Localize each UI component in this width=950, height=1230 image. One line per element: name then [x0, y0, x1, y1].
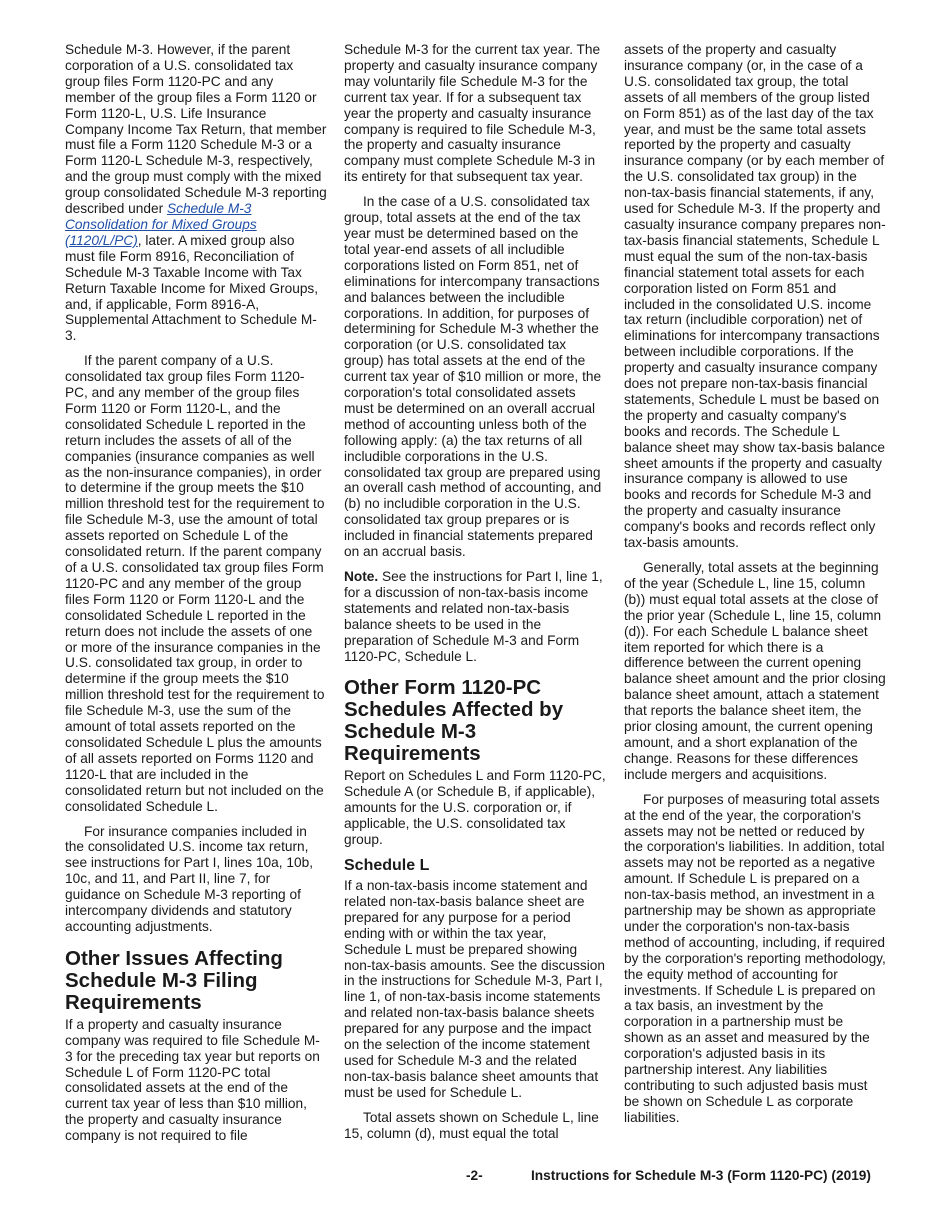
column-left [65, 42, 327, 1153]
paragraph: Generally, total assets at the beginning of the year (Schedule L, line 15, column (b)) must equal total assets at the close of the prior year (Schedule L, line 15, column (d)). For each Schedule L balance sheet item reported for which there is a difference between the current opening balance sheet amount and the prior closing balance sheet amount, attach a statement that reports the balance sheet item, the prior closing amount, the current opening amount, and a short explanation of the change. Reasons for these differences include mergers and acquisitions. [624, 560, 886, 782]
paragraph-text: Schedule M-3. However, if the parent corporation of a U.S. consolidated tax group files Form 1120-PC and any member of the group files a Form 1120 or Form 1120-L, U.S. Life Insurance Company Income Tax Return, that member must file a Form 1120 Schedule M-3 or a Form 1120-L Schedule M-3, respectively, and the group must comply with the mixed group consolidated Schedule M-3 reporting described under [65, 42, 327, 217]
heading-schedule-l: Schedule L [344, 856, 430, 874]
paragraph: In the case of a U.S. consolidated tax group, total assets at the end of the tax year must be determined based on the total year-end assets of all includible corporations listed on Form 851, net of eliminations for intercompany transactions and balances between the includible corporations. In addition, for purposes of determining for Schedule M-3 whether the corporation (or U.S. consolidated tax group) has total assets at the end of the current tax year of $10 million or more, the corporation's total consolidated assets must be determined on an overall accrual method of accounting unless both of the following apply: (a) the tax returns of all includible corporations in the U.S. consolidated tax group are prepared using an overall cash method of accounting, and (b) no includible corporation in the U.S. consolidated tax group prepares or is included in financial statements prepared on an accrual basis. [344, 194, 602, 560]
footer-title: Instructions for Schedule M-3 (Form 1120-PC) (2019) [531, 1168, 871, 1183]
paragraph-text: , later. A mixed group also must file Form 8916, Reconciliation of Schedule M-3 Taxable Income with Tax Return Taxable Income for Mixed Groups, and, if applicable, Form 8916-A, Supplemental Attachment to Schedule M-3. [65, 232, 319, 344]
note [344, 569, 607, 664]
paragraph: For insurance companies included in the consolidated U.S. income tax return, see instructions for Part I, lines 10a, 10b, 10c, and 11, and Part II, line 7, for guidance on Schedule M-3 reporting of intercompany dividends and statutory accounting adjustments. [65, 823, 314, 934]
heading-other-issues: Other Issues Affecting Schedule M-3 Filing Requirements [65, 946, 283, 1014]
paragraph [65, 42, 327, 344]
paragraph: If a property and casualty insurance company was required to file Schedule M-3 for the preceding tax year but reports on Schedule L of Form 1120-PC total consolidated assets at the end of the current tax year of less than $10 million, the property and casualty insurance company is not required to file [65, 1016, 320, 1144]
mixed-groups-link[interactable]: Schedule M-3 Consolidation for Mixed Groups (1120/L/PC) [65, 201, 257, 248]
paragraph: If the parent company of a U.S. consolidated tax group files Form 1120-PC, and any member of the group files Form 1120 or Form 1120-L, and the consolidated Schedule L reported in the return includes the assets of all of the companies (insurance companies as well as the non-insurance companies), in order to determine if the group meets the $10 million threshold test for the requirement to file Schedule M-3, use the amount of total assets reported on Schedule L of the consolidated return. If the parent company of a U.S. consolidated tax group files Form 1120-PC and any member of the group files Form 1120 or Form 1120-L and the consolidated Schedule L reported in the return does not include the assets of one or more of the insurance companies in the U.S. consolidated tax group, in order to determine if the group meets the $10 million threshold test for the requirement to file Schedule M-3, use the sum of the amount of total assets reported on the consolidated Schedule L plus the amounts of all assets reported on Forms 1120 and 1120-L that are included in the consolidated return but not included on the consolidated Schedule L. [65, 353, 325, 814]
paragraph: For purposes of measuring total assets at the end of the year, the corporation's assets may not be netted or reduced by the corporation's liabilities. In addition, total assets may not be reported as a negative amount. If Schedule L is prepared on a non-tax-basis method, an investment in a partnership may be shown as appropriate under the corporation's non-tax-basis method of accounting, including, if required by the corporation's reporting methodology, the equity method of accounting for investments. If Schedule L is prepared on a tax basis, an investment by the corporation in a partnership must be shown as an asset and measured by the corporation's adjusted basis in its partnership interest. Any liabilities contributing to such adjusted basis must be shown on Schedule L as corporate liabilities. [624, 791, 886, 1125]
column-right [624, 42, 886, 1135]
heading-other-schedules: Other Form 1120-PC Schedules Affected by Schedule M-3 Requirements [344, 676, 564, 766]
note-label: Note. [344, 569, 379, 584]
paragraph: assets of the property and casualty insurance company (or, in the case of a U.S. consolidated tax group, the total assets of all members of the group listed on Form 851) as of the last day of the tax year, and must be the same total assets reported by the property and casualty insurance company (or by each member of the U.S. consolidated tax group) in the non-tax-basis financial statements, if any, used for Schedule M-3. If the property and casualty insurance company prepares non-tax-basis financial statements, Schedule L must equal the sum of the non-tax-basis financial statement total assets for each corporation listed on Form 851 and included in the consolidated U.S. income tax return (includible corporation) net of eliminations for intercompany transactions between includible corporations. If the property and casualty insurance company does not prepare non-tax-basis financial statements, Schedule L must be based on the property and casualty company's books and records. The Schedule L balance sheet may show tax-basis balance sheet amounts if the property and casualty insurance company is allowed to use books and records for Schedule M-3 and the property and casualty insurance company's books and records reflect only tax-basis amounts. [624, 42, 886, 551]
paragraph: Schedule M-3 for the current tax year. The property and casualty insurance company may voluntarily file Schedule M-3 for the current tax year. If for a subsequent tax year the property and casualty insurance company is required to file Schedule M-3, the property and casualty insurance company must complete Schedule M-3 in its entirety for that subsequent tax year. [344, 42, 601, 185]
paragraph: If a non-tax-basis income statement and related non-tax-basis balance sheet are prepared for any purpose for a period ending with or within the tax year, Schedule L must be prepared showing non-tax-basis amounts. See the discussion in the instructions for Schedule M-3, Part I, line 1, of non-tax-basis income statements and related non-tax-basis balance sheets prepared for any purpose and the impact on the selection of the income statement used for Schedule M-3 and the related non-tax-basis balance sheet amounts that must be used for Schedule L. [344, 877, 605, 1100]
column-middle [344, 42, 607, 1150]
paragraph: Report on Schedules L and Form 1120-PC, Schedule A (or Schedule B, if applicable), amounts for the U.S. corporation or, if applicable, the U.S. consolidated tax group. [344, 768, 606, 848]
note-text: See the instructions for Part I, line 1, for a discussion of non-tax-basis income statements and related non-tax-basis balance sheets to be used in the preparation of Schedule M-3 and Form 1120-PC, Schedule L. [344, 569, 603, 664]
page-number: -2- [466, 1168, 483, 1183]
paragraph: Total assets shown on Schedule L, line 15, column (d), must equal the total [344, 1109, 599, 1141]
